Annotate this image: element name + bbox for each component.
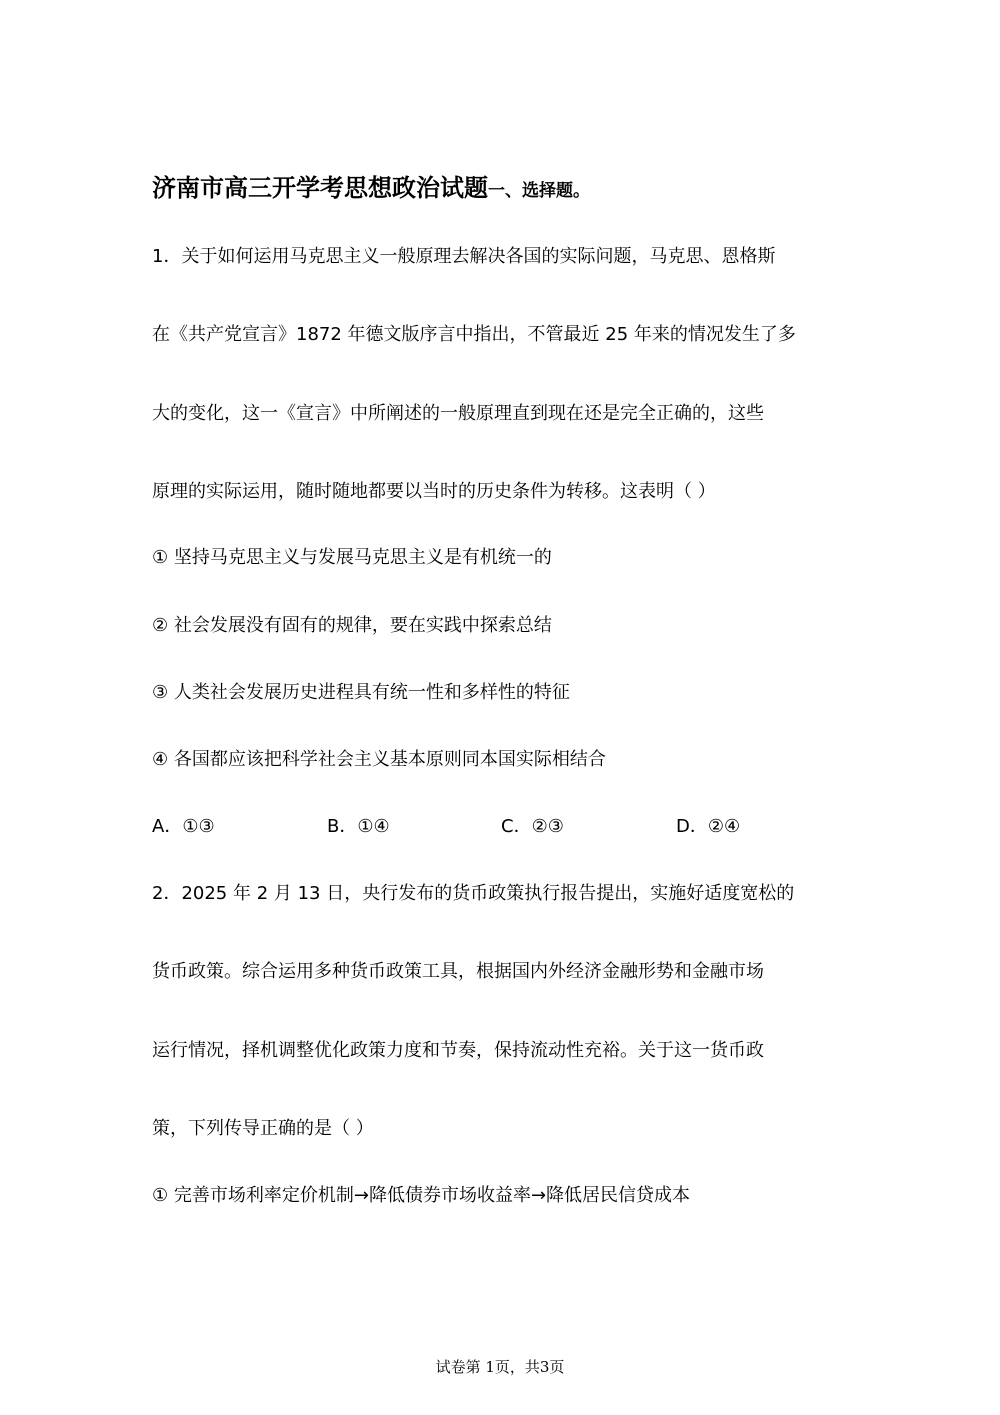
- q1-statement-3: ③ 人类社会发展历史进程具有统一性和多样性的特征: [152, 682, 570, 703]
- q2-stem-line: 货币政策。综合运用多种货币政策工具，根据国内外经济金融形势和金融市场: [152, 961, 764, 982]
- q2-statement-1: ① 完善市场利率定价机制→降低债券市场收益率→降低居民信贷成本: [152, 1185, 691, 1206]
- section-heading: 一、选择题。: [488, 181, 590, 201]
- q2-stem-line: 策，下列传导正确的是（ ）: [152, 1118, 374, 1139]
- q1-stem-line: 在《共产党宣言》1872 年德文版序言中指出，不管最近 25 年来的情况发生了多: [152, 324, 796, 345]
- q1-choice-d: D．②④: [676, 816, 741, 837]
- q1-choice-b: B．①④: [327, 816, 390, 837]
- q1-statement-4: ④ 各国都应该把科学社会主义基本原则同本国实际相结合: [152, 749, 606, 770]
- q2-stem-line: 运行情况，择机调整优化政策力度和节奏，保持流动性充裕。关于这一货币政: [152, 1040, 764, 1061]
- q1-statement-1: ① 坚持马克思主义与发展马克思主义是有机统一的: [152, 547, 552, 568]
- q1-choice-a: A．①③: [152, 816, 215, 837]
- q1-stem-line: 1．关于如何运用马克思主义一般原理去解决各国的实际问题，马克思、恩格斯: [152, 246, 776, 267]
- q1-statement-2: ② 社会发展没有固有的规律，要在实践中探索总结: [152, 615, 552, 636]
- q1-stem-line: 大的变化，这一《宣言》中所阐述的一般原理直到现在还是完全正确的，这些: [152, 403, 764, 424]
- q2-stem-line: 2．2025 年 2 月 13 日，央行发布的货币政策执行报告提出，实施好适度宽松的: [152, 883, 795, 904]
- q1-stem-line: 原理的实际运用，随时随地都要以当时的历史条件为转移。这表明（ ）: [152, 481, 716, 502]
- page-footer: 试卷第 1页，共3页: [435, 1358, 565, 1376]
- exam-title: 济南市高三开学考思想政治试题: [152, 174, 488, 202]
- q1-choice-c: C．②③: [501, 816, 564, 837]
- page-title: [152, 168, 590, 203]
